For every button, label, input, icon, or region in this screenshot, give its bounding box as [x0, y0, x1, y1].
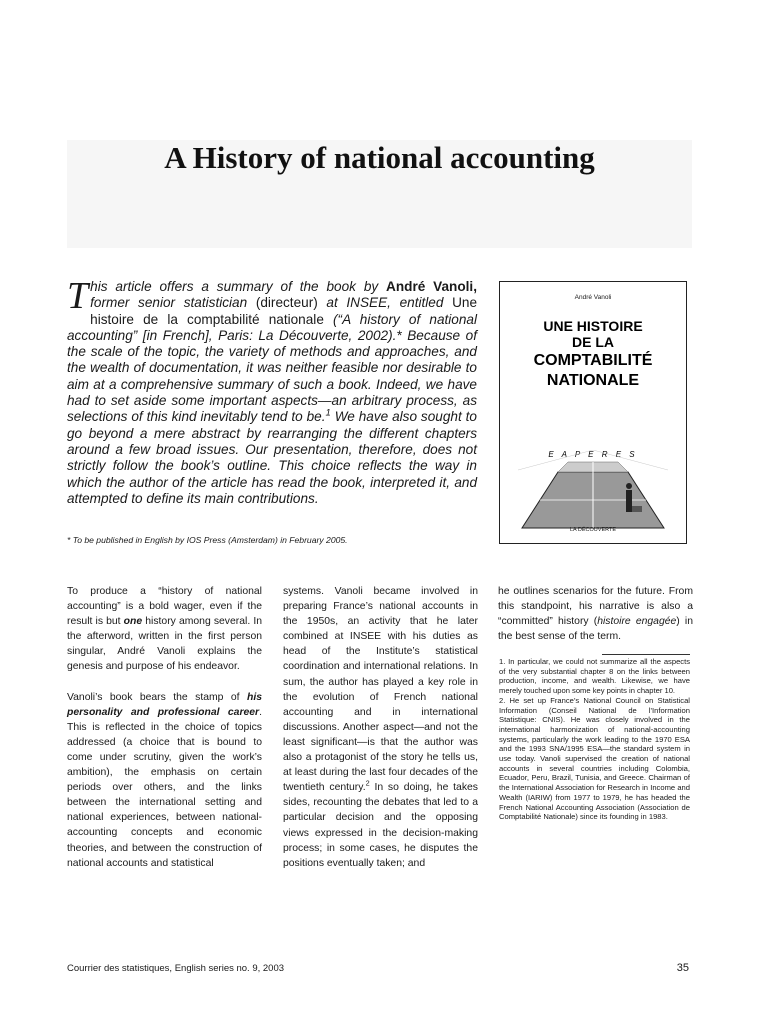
body-column-2: [283, 584, 478, 871]
footnotes: [499, 657, 690, 822]
star-footnote: * To be published in English by IOS Press (Amsterdam) in February 2005.: [67, 535, 348, 545]
cover-title-4: NATIONALE: [546, 372, 640, 389]
intro-paragraph: [67, 275, 478, 507]
col3-text: ) in the best sense of the term.: [498, 616, 693, 643]
intro-author: André Vanoli,: [386, 279, 477, 294]
page-number: 35: [676, 962, 689, 974]
col3-paragraph: [498, 584, 693, 644]
col1-paragraph-1: [67, 584, 262, 675]
col1-text: . This is reflected in the choice of topics addressed (a choice that is bound to come under scrutiny, given the work’s ambition), the emphasis on certain periods over others, and the links between the international setting and national experiences, between national-accounting concepts and economic theories, and between the construction of national accounts and statistical: [67, 706, 262, 869]
col3-text: he outlines scenarios for the future. From this standpoint, his narrative is also a “committed” history (: [498, 586, 693, 628]
body-column-1: [67, 584, 262, 871]
col2-text: In so doing, he takes sides, recounting the debates that led to a particular decision and the opposing views expressed in the decision-making process; in some cases, he disputes the positions eventually taken; and: [283, 782, 479, 869]
title-band: [67, 140, 692, 248]
body-column-3: [498, 584, 693, 644]
intro-book-title: Une histoire de la comptabilité nationale: [90, 295, 477, 327]
book-cover: [499, 281, 687, 544]
footnote-divider: [602, 654, 690, 655]
footnote-2: 2. He set up France’s National Council on Statistical Information (Conseil National de l’Information Statistique: CNIS). He was closely involved in the international harmonization of national-accounting systems, particularly the work leading to the 1970 ESA and the 1993 SNA/1995 ESA—the standard system in use today. Vanoli supervised the creation of national accounts in several countries including Colombia, Ecuador, Peru, Brazil, Tunisia, and Greece. Chairman of the International Association for Research in Income and Wealth (IARIW) from 1977 to 1979, he has headed the French National Accounting Association (Association de Comptabilité Nationale) since its founding in 1983.: [499, 695, 690, 822]
col1-emphasis-one: one: [123, 616, 143, 628]
footnote-1: 1. In particular, we could not summarize all the aspects of the very substantial chapter 8 on the links between production, income, and wealth. Likewise, we have merely touched upon some key points in chapter 10.: [499, 657, 690, 696]
col1-paragraph-2: [67, 690, 262, 871]
col2-text: systems. Vanoli became involved in preparing France’s national accounts in the 1950s, an activity that he later combined at INSEE with his duties as head of the Institute’s statistical coordination and international relations. In sum, the author has played a key role in the evolution of French national accounting and in international discussions. Another aspect—and not the least significant—is that the author was also a protagonist of the story he tells us, at least during the last four decades of the twentieth century.: [283, 586, 478, 794]
col1-text: To produce a “history of national accounting” is a bold wager, even if the result is but: [67, 586, 262, 628]
intro-text-7: We have also sought to go beyond a mere abstract by rearranging the different chapters around a few broad issues. Our presentation, therefore, does not strictly follow the book’s outline. This choice reflects the way in which the author of the article has read the book, interpreted it, and attempted to define its main contributions.: [67, 409, 477, 506]
cover-title-1: UNE HISTOIRE: [543, 318, 643, 334]
intro-text-3: (directeur): [255, 295, 318, 311]
cover-title-2: DE LA: [572, 334, 614, 350]
cover-series-letters: E A P E R E S: [548, 450, 638, 459]
col1-text: history among several. In the afterword, written in the first person singular, André Vanoli explains the genesis and purpose of his endeavor.: [67, 616, 262, 673]
cover-publisher: LA DÉCOUVERTE: [569, 527, 617, 533]
col3-emphasis: histoire engagée: [597, 616, 677, 628]
drop-cap: T: [67, 275, 89, 317]
intro-text-4: at INSEE, entitled: [317, 295, 453, 311]
page-title: A History of national accounting: [164, 140, 595, 175]
footnote-ref-2: 2: [365, 778, 370, 788]
intro-text-6: (“A history of national accounting” [in French], Paris: La Découverte, 2002).* Because of the scale of the topic, the variety of methods and approaches, and the wealth of documentation, it was neither feasible nor desirable to aim at a comprehensive summary of such a book. Indeed, we have had to set aside some important aspects—an arbitrary process, as selections of this kind inevitably tend to be.: [67, 311, 478, 425]
footer-journal: Courrier des statistiques, English series no. 9, 2003: [67, 963, 285, 974]
intro-text-2: former senior statistician: [90, 295, 256, 311]
col2-paragraph: [283, 584, 478, 871]
col1-text: Vanoli’s book bears the stamp of: [67, 691, 247, 703]
cover-author: André Vanoli: [574, 294, 612, 301]
intro-text-1: his article offers a summary of the book by: [90, 279, 387, 294]
cover-illustration: [518, 450, 668, 530]
cover-title-3: COMPTABILITÉ: [533, 352, 653, 369]
col1-emphasis-career: his personality and professional career: [67, 691, 262, 718]
footnote-ref-1: 1: [325, 407, 331, 419]
